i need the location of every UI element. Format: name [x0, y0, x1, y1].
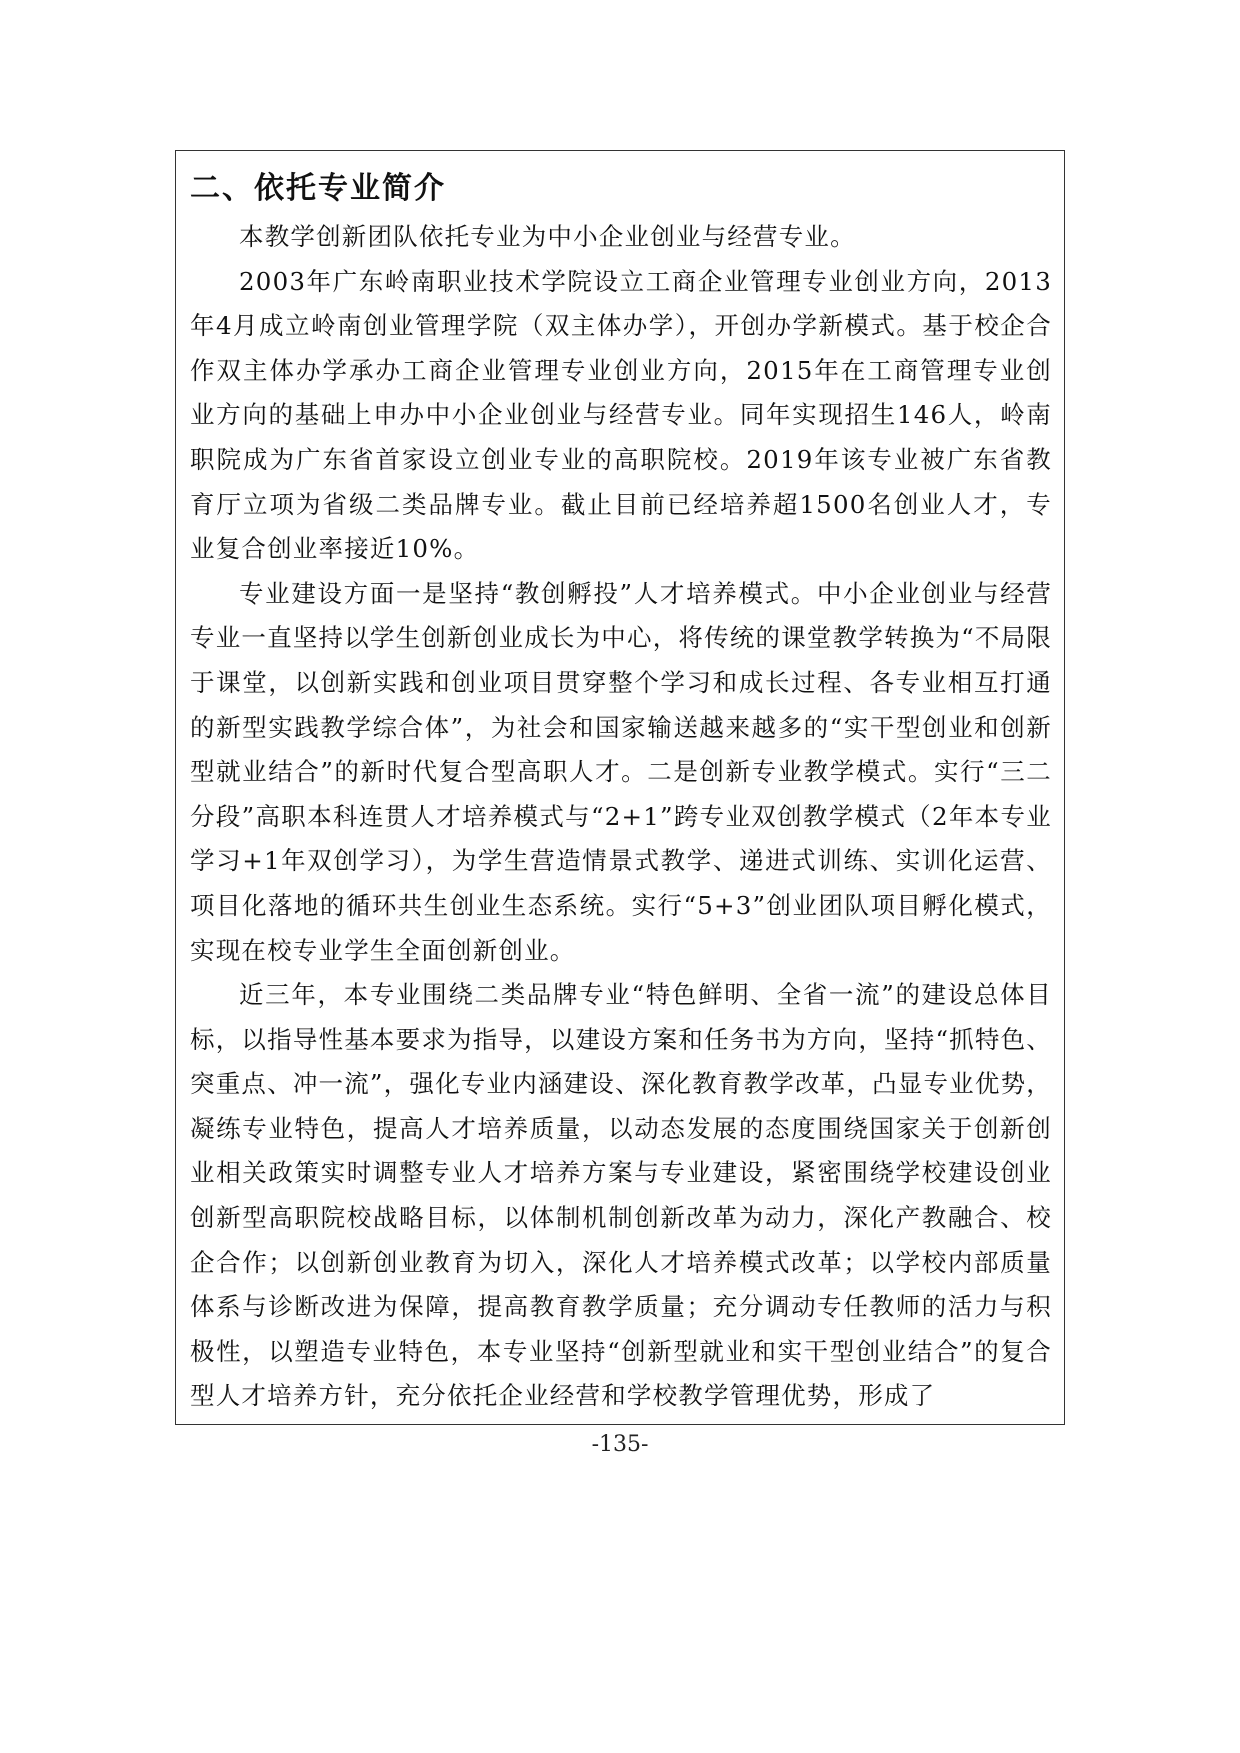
paragraph-intro: 本教学创新团队依托专业为中小企业创业与经营专业。 — [239, 222, 856, 251]
paragraph-construction: 专业建设方面一是坚持“教创孵投”人才培养模式。中小企业创业与经营专业一直坚持以学生创新创业成长为中心，将传统的课堂教学转换为“不局限于课堂，以创新实践和创业项目贯穿整个学习和成长过程、各专业相互打通的新型实践教学综合体”，为社会和国家输送越来越多的“实干型创业和创新型就业结合”的新时代复合型高职人才。二是创新专业教学模式。实行“三二分段”高职本科连贯人才培养模式与“2+1”跨专业双创教学模式（2年本专业学习+1年双创学习），为学生营造情景式教学、递进式训练、实训化运营、项目化落地的循环共生创业生态系统。实行“5+3”创业团队项目孵化模式，实现在校专业学生全面创新创业。 — [190, 578, 1052, 965]
page-number: -135- — [591, 1432, 649, 1457]
paragraph-recent-years: 近三年，本专业围绕二类品牌专业“特色鲜明、全省一流”的建设总体目标，以指导性基本要求为指导，以建设方案和任务书为方向，坚持“抓特色、突重点、冲一流”，强化专业内涵建设、深化教育教学改革，凸显专业优势，凝练专业特色，提高人才培养质量，以动态发展的态度围绕国家关于创新创业相关政策实时调整专业人才培养方案与专业建设，紧密围绕学校建设创业创新型高职院校战略目标，以体制机制创新改革为动力，深化产教融合、校企合作；以创新创业教育为切入，深化人才培养模式改革；以学校内部质量体系与诊断改进为保障，提高教育教学质量；充分调动专任教师的活力与积极性，以塑造专业特色，本专业坚持“创新型就业和实干型创业结合”的复合型人才培养方针，充分依托企业经营和学校教学管理优势，形成了 — [190, 980, 1052, 1411]
paragraph-history: 2003年广东岭南职业技术学院设立工商企业管理专业创业方向，2013年4月成立岭南创业管理学院（双主体办学），开创办学新模式。基于校企合作双主体办学承办工商企业管理专业创业方向，2015年在工商管理专业创业方向的基础上申办中小企业创业与经营专业。同年实现招生146人，岭南职院成为广东省首家设立创业专业的高职院校。2019年该专业被广东省教育厅立项为省级二类品牌专业。截止目前已经培养超1500名创业人才，专业复合创业率接近10%。 — [190, 266, 1052, 564]
section-heading: 二、依托专业简介 — [190, 171, 446, 206]
content-box — [175, 150, 1065, 1425]
